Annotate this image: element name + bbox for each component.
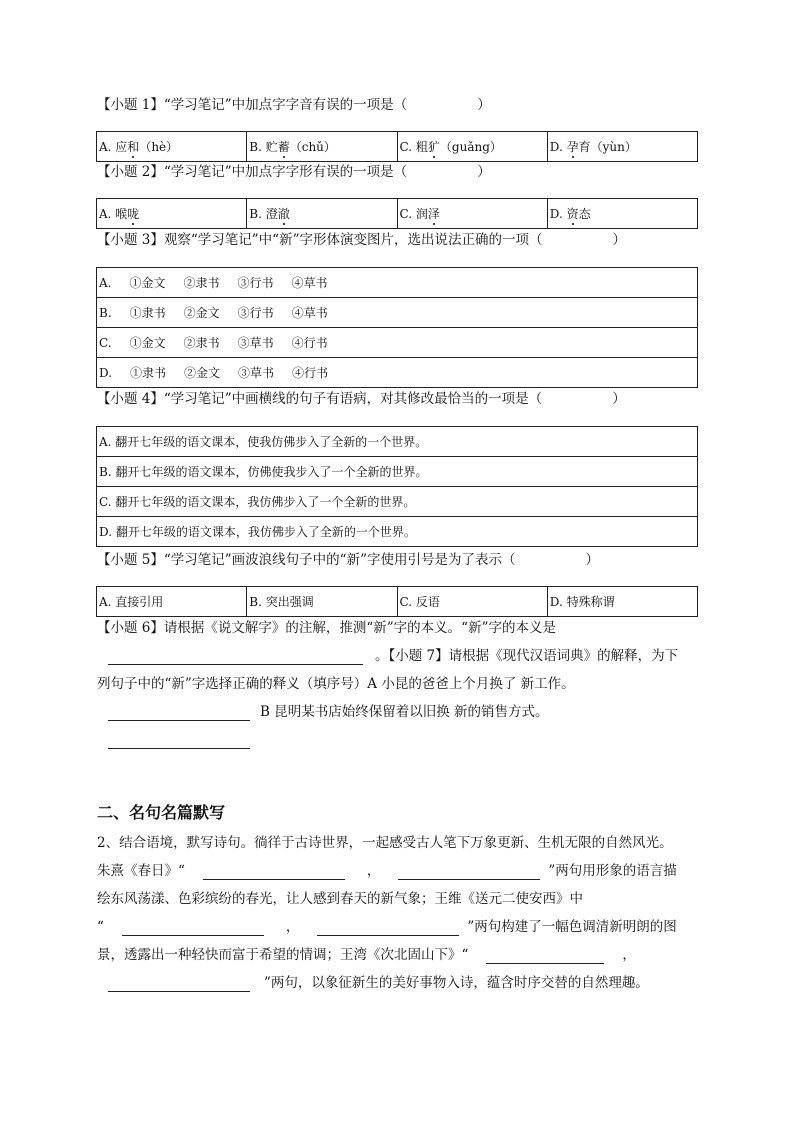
wangwan-blank-1[interactable]: [486, 949, 604, 964]
q7-blank-a[interactable]: [108, 706, 250, 721]
question-5-options: [96, 586, 698, 617]
question-3-options: [96, 267, 698, 388]
q4-option-a[interactable]: A. 翻开七年级的语文课本，使我仿佛步入了全新的一个世界。: [97, 427, 698, 457]
question-2: [97, 163, 491, 181]
chunri-blank-1[interactable]: [203, 865, 345, 880]
question-1-prompt: 【小题 1】“学习笔记”中加点字字音有误的一项是（: [97, 97, 408, 113]
question-2-options: [96, 198, 698, 229]
line5-text-a: 景，透露出一种轻快而富于希望的情调；王湾《次北固山下》“: [97, 947, 469, 963]
question-4-close: ）: [612, 391, 626, 407]
q5-option-d[interactable]: D. 特殊称谓: [547, 587, 697, 617]
q5-option-a[interactable]: A. 直接引用: [97, 587, 247, 617]
question-5-prompt: 【小题 5】“学习笔记”画波浪线句子中的“新”字使用引号是为了表示（: [97, 552, 516, 568]
q4-option-c[interactable]: C. 翻开七年级的语文课本，我仿佛步入了一个全新的世界。: [97, 487, 698, 517]
question-7-sentence-a: 列句子中的“新”字选择正确的释义（填序号）A 小昆的爸爸上个月换了 新工作。: [97, 676, 575, 692]
q7-blank-b[interactable]: [108, 734, 250, 749]
line6-text: ”两句，以象征新生的美好事物入诗，蕴含时序交替的自然理趣。: [264, 975, 649, 991]
wangwan-blank-2[interactable]: [108, 977, 250, 992]
question-7-prompt: 。【小题 7】请根据《现代汉语词典》的解释，为下: [375, 648, 679, 664]
q3-option-c[interactable]: C. ①金文 ②隶书 ③草书 ④行书: [97, 328, 698, 358]
question-1: [97, 96, 491, 114]
line4-comma: ，: [285, 919, 300, 935]
question-7-answer-b-line: [108, 731, 250, 749]
question-7-answer-line: [108, 703, 549, 721]
section-2-line-1: 2、结合语境，默写诗句。徜徉于古诗世界，一起感受古人笔下万象更新、生机无限的自然风光。: [97, 835, 673, 851]
q4-option-b[interactable]: B. 翻开七年级的语文课本，仿佛使我步入了一个全新的世界。: [97, 457, 698, 487]
line2-text-a: 朱熹《春日》“: [97, 863, 185, 879]
q1-option-b[interactable]: B. 贮蓄（chǔ）: [247, 132, 397, 162]
question-2-prompt: 【小题 2】“学习笔记”中加点字字形有误的一项是（: [97, 164, 408, 180]
q3-option-a[interactable]: A. ①金文 ②隶书 ③行书 ④草书: [97, 268, 698, 298]
line4-text-c: ”两句构建了一幅色调清新明朗的图: [467, 919, 677, 935]
q6-blank[interactable]: [108, 650, 363, 665]
q3-option-b[interactable]: B. ①隶书 ②金文 ③行书 ④草书: [97, 298, 698, 328]
section-2-line-2: [97, 862, 677, 880]
q1-option-c[interactable]: C. 粗犷（guǎng）: [397, 132, 547, 162]
line4-quote: “: [97, 919, 104, 935]
wangwei-blank-1[interactable]: [122, 921, 264, 936]
question-6-answer-line: [108, 647, 678, 665]
section-2-line-4: [97, 918, 677, 936]
question-3-prompt: 【小题 3】观察“学习笔记”中“新”字形体演变图片，选出说法正确的一项（: [97, 232, 543, 248]
question-2-close: ）: [477, 164, 491, 180]
question-6-prompt: 【小题 6】请根据《说文解字》的注解，推测“新”字的本义。“新”字的本义是: [97, 620, 556, 636]
line5-comma: ，: [622, 947, 636, 963]
section-2-line-3: 绘东风荡漾、色彩缤纷的春光，让人感到春天的新气象；王维《送元二使安西》中: [97, 891, 583, 907]
q2-option-b[interactable]: B. 澄澈: [247, 199, 397, 229]
section-2-line-6: [108, 974, 649, 992]
question-5-close: ）: [585, 552, 599, 568]
q1-option-a[interactable]: A. 应和（hè）: [97, 132, 247, 162]
q2-option-a[interactable]: A. 喉咙: [97, 199, 247, 229]
line2-text-c: ”两句用形象的语言描: [548, 863, 677, 879]
q2-option-d[interactable]: D. 资态: [547, 199, 697, 229]
section-2-line-5: [97, 946, 636, 964]
question-1-options: [96, 131, 698, 162]
question-5: [97, 551, 599, 569]
q5-option-b[interactable]: B. 突出强调: [247, 587, 397, 617]
wangwei-blank-2[interactable]: [317, 921, 459, 936]
question-4-prompt: 【小题 4】“学习笔记”中画横线的句子有语病，对其修改最恰当的一项是（: [97, 391, 543, 407]
section-2-heading: 二、名句名篇默写: [97, 803, 226, 822]
line2-comma: ，: [366, 863, 381, 879]
question-1-close: ）: [477, 97, 491, 113]
question-7-sentence-b: B 昆明某书店始终保留着以旧换 新的销售方式。: [260, 704, 549, 720]
question-4: [97, 390, 626, 408]
chunri-blank-2[interactable]: [398, 865, 540, 880]
question-3-close: ）: [612, 232, 626, 248]
question-3: [97, 231, 626, 249]
q4-option-d[interactable]: D. 翻开七年级的语文课本，我仿佛步入了全新的一个世界。: [97, 517, 698, 547]
q5-option-c[interactable]: C. 反语: [397, 587, 547, 617]
q2-option-c[interactable]: C. 润泽: [397, 199, 547, 229]
q1-option-d[interactable]: D. 孕育（yùn）: [547, 132, 697, 162]
q3-option-d[interactable]: D. ①隶书 ②金文 ③草书 ④行书: [97, 358, 698, 388]
question-4-options: [96, 426, 698, 547]
